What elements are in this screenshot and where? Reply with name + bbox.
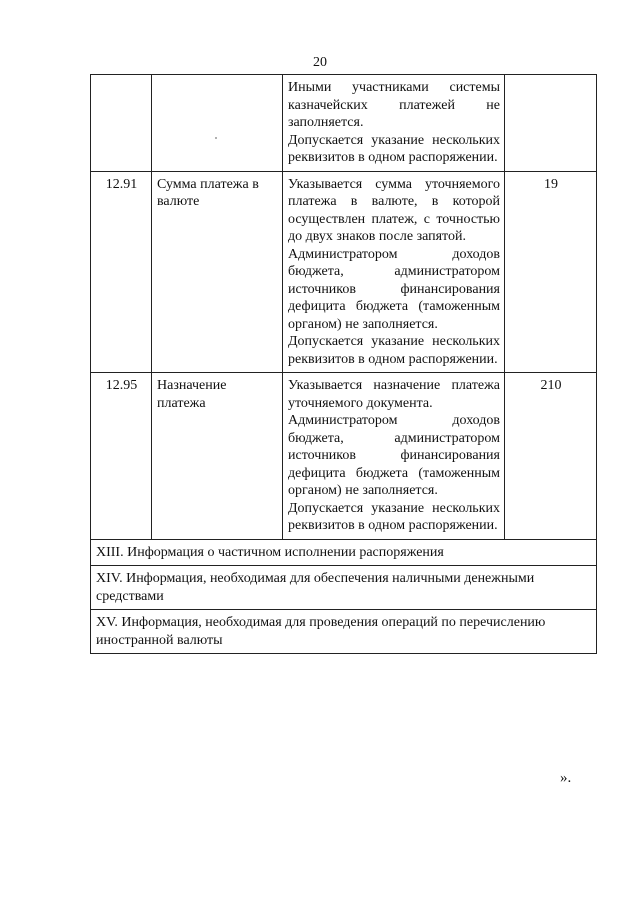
row-code-cell: [91, 75, 152, 172]
description-paragraph: Администратором доходов бюджета, администратором источников финансирования дефицита бюджета (таможенным органом) не заполняется.: [288, 413, 500, 498]
page-number: 20: [313, 55, 327, 70]
row-code-cell: 12.95: [91, 373, 152, 540]
scan-speck: [215, 137, 217, 139]
row-code-cell: 12.91: [91, 171, 152, 373]
section-row: [91, 566, 597, 610]
row-description-cell: [283, 75, 505, 172]
requisites-table: [90, 74, 597, 654]
row-length-cell: 19: [505, 171, 597, 373]
row-length-cell: [505, 75, 597, 172]
row-description-cell: [283, 373, 505, 540]
row-length-cell: 210: [505, 373, 597, 540]
table-row: [91, 75, 597, 172]
table-row: [91, 373, 597, 540]
description-paragraph: Допускается указание нескольких реквизитов в одном распоряжении.: [288, 334, 500, 367]
section-row: [91, 610, 597, 654]
description-paragraph: Указывается назначение платежа уточняемого документа.: [288, 378, 500, 411]
section-row: [91, 539, 597, 566]
row-name-cell: Сумма платежа в валюте: [152, 171, 283, 373]
row-description-cell: [283, 171, 505, 373]
row-name-cell: [152, 75, 283, 172]
description-paragraph: Иными участниками системы казначейских платежей не заполняется.: [288, 80, 500, 130]
closing-quote-mark: ».: [560, 770, 572, 786]
description-paragraph: Допускается указание нескольких реквизитов в одном распоряжении.: [288, 500, 500, 533]
section-heading: XIII. Информация о частичном исполнении распоряжения: [91, 539, 597, 566]
section-heading: XIV. Информация, необходимая для обеспечения наличными денежными средствами: [91, 566, 597, 610]
section-heading: XV. Информация, необходимая для проведения операций по перечислению иностранной валюты: [91, 610, 597, 654]
table-row: [91, 171, 597, 373]
description-paragraph: Администратором доходов бюджета, администратором источников финансирования дефицита бюджета (таможенным органом) не заполняется.: [288, 246, 500, 332]
row-name-cell: Назначение платежа: [152, 373, 283, 540]
description-paragraph: Указывается сумма уточняемого платежа в валюте, в которой осуществлен платеж, с точностью до двух знаков после запятой.: [288, 176, 500, 244]
description-paragraph: Допускается указание нескольких реквизитов в одном распоряжении.: [288, 132, 500, 165]
